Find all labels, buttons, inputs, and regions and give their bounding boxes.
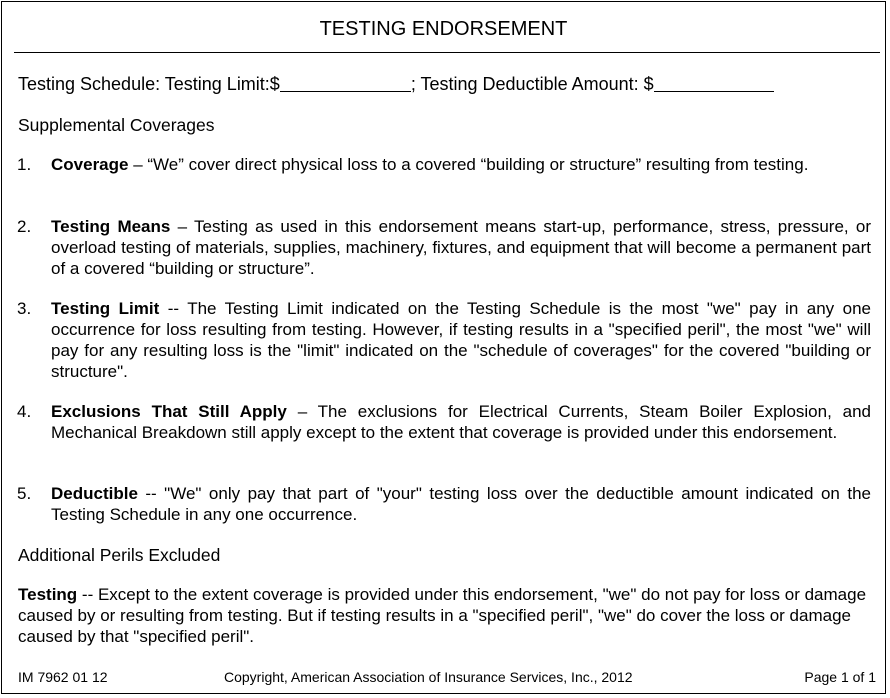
testing-schedule-line [18, 74, 774, 95]
item-number: 2. [17, 217, 32, 236]
document-title: TESTING ENDORSEMENT [319, 18, 568, 40]
item-text: – “We” cover direct physical loss to a covered “building or structure” resulting from testing. [128, 155, 809, 174]
item-term: Testing Limit [51, 299, 160, 318]
schedule-deductible-label: ; Testing Deductible Amount: $ [410, 74, 654, 94]
list-item-testing-means [17, 216, 871, 279]
deductible-amount-blank [654, 75, 774, 92]
list-item-exclusions [17, 401, 871, 443]
item-text: -- The Testing Limit indicated on the Testing Schedule is the most "we" pay in any one occurrence for loss resulting from testing. However, if testing results in a "specified peril", the most "we" will pay for any resulting loss is the "limit" indicated on the "schedule of coverages" for the covered "building or structure". [51, 299, 871, 381]
list-item-coverage [17, 154, 871, 175]
item-text: – The exclusions for Electrical Currents, Steam Boiler Explosion, and Mechanical Breakdown still apply except to the extent that coverage is provided under this endorsement. [51, 402, 871, 442]
item-term: Deductible [51, 484, 138, 503]
supplemental-coverages-heading: Supplemental Coverages [18, 115, 215, 135]
copyright-notice: Copyright, American Association of Insurance Services, Inc., 2012 [224, 669, 633, 685]
title-divider [14, 52, 880, 53]
testing-paragraph [18, 584, 875, 647]
testing-text: -- Except to the extent coverage is provided under this endorsement, "we" do not pay for loss or damage caused by or resulting from testing. But if testing results in a "specified peril", "we" do cover the loss or damage caused by that "specified peril". [18, 585, 867, 646]
item-number: 3. [17, 299, 32, 318]
item-number: 5. [17, 484, 32, 503]
additional-perils-excluded-heading: Additional Perils Excluded [18, 545, 221, 565]
item-number: 4. [17, 402, 32, 421]
endorsement-document [1, 1, 886, 694]
item-term: Testing Means [51, 217, 171, 236]
testing-term: Testing [18, 585, 78, 604]
schedule-limit-label: Testing Schedule: Testing Limit:$ [18, 74, 280, 94]
item-text: -- "We" only pay that part of "your" testing loss over the deductible amount indicated on the Testing Schedule in any one occurrence. [51, 484, 871, 524]
list-item-deductible [17, 483, 871, 525]
form-number: IM 7962 01 12 [18, 669, 108, 685]
item-term: Coverage [51, 155, 129, 174]
testing-limit-blank [280, 75, 411, 92]
item-term: Exclusions That Still Apply [51, 402, 287, 421]
list-item-testing-limit [17, 298, 871, 382]
page-number: Page 1 of 1 [804, 669, 876, 685]
item-number: 1. [17, 155, 32, 174]
item-text: – Testing as used in this endorsement means start-up, performance, stress, pressure, or overload testing of materials, supplies, machinery, fixtures, and equipment that will become a permanent part of a covered “building or structure”. [51, 217, 871, 278]
